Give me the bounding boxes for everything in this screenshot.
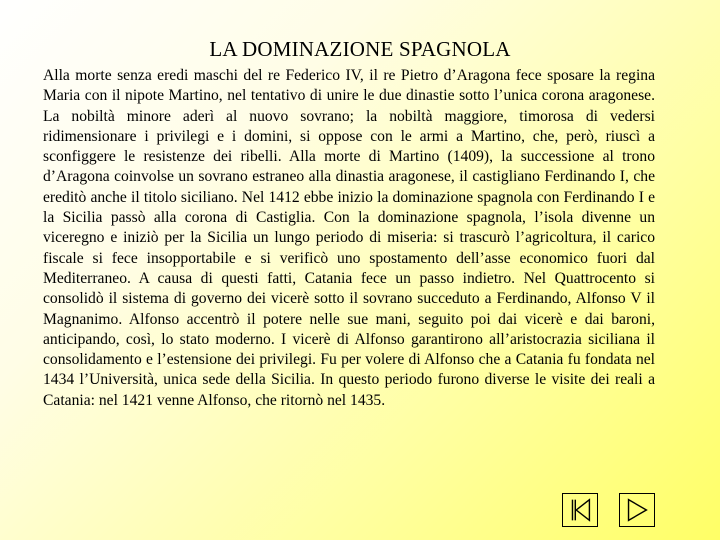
slide-body-text: Alla morte senza eredi maschi del re Federico IV, il re Pietro d’Aragona fece sposare la regina Maria con il nipote Martino, nel tentativo di unire le due dinastie sotto l’unica corona aragonese. La nobiltà minore aderì al nuovo sovrano; la nobiltà maggiore, timorosa di vedersi ridimensionare i privilegi e i domini, si oppose con le armi a Martino, che, però, riuscì a sconfiggere le resistenze dei ribelli. Alla morte di Martino (1409), la successione al trono d’Aragona coinvolse un sovrano estraneo alla dinastia aragonese, il castigliano Ferdinando I, che ereditò anche il titolo siciliano. Nel 1412 ebbe inizio la dominazione spagnola con Ferdinando I e la Sicilia passò alla corona di Castiglia. Con la dominazione spagnola, l’isola divenne un viceregno e iniziò per la Sicilia un lungo periodo di miseria: si trascurò l’agricoltura, il carico fiscale si fece insopportabile e si verificò uno spostamento dell’asse economico fuori dal Mediterraneo. A causa di questi fatti, Catania fece un passo indietro. Nel Quattrocento si consolidò il sistema di governo dei vicerè sotto il sovrano succeduto a Ferdinando, Alfonso V il Magnanimo. Alfonso accentrò il potere nelle sue mani, seguito poi dai vicerè e dai baroni, anticipando, così, lo stato moderno. I vicerè di Alfonso garantirono all’aristocrazia siciliana il consolidamento e l’estensione dei privilegi. Fu per volere di Alfonso che a Catania fu fondata nel 1434 l’Università, unica sede della Sicilia. In questo periodo furono diverse le visite dei reali a Catania: nel 1421 venne Alfonso, che ritornò nel 1435. bbox=[43, 67, 655, 409]
next-slide-button[interactable] bbox=[619, 493, 655, 527]
skip-to-start-icon bbox=[563, 494, 597, 526]
first-slide-button[interactable] bbox=[562, 493, 598, 527]
slide-title: LA DOMINAZIONE SPAGNOLA bbox=[209, 37, 511, 61]
play-next-icon bbox=[620, 494, 654, 526]
